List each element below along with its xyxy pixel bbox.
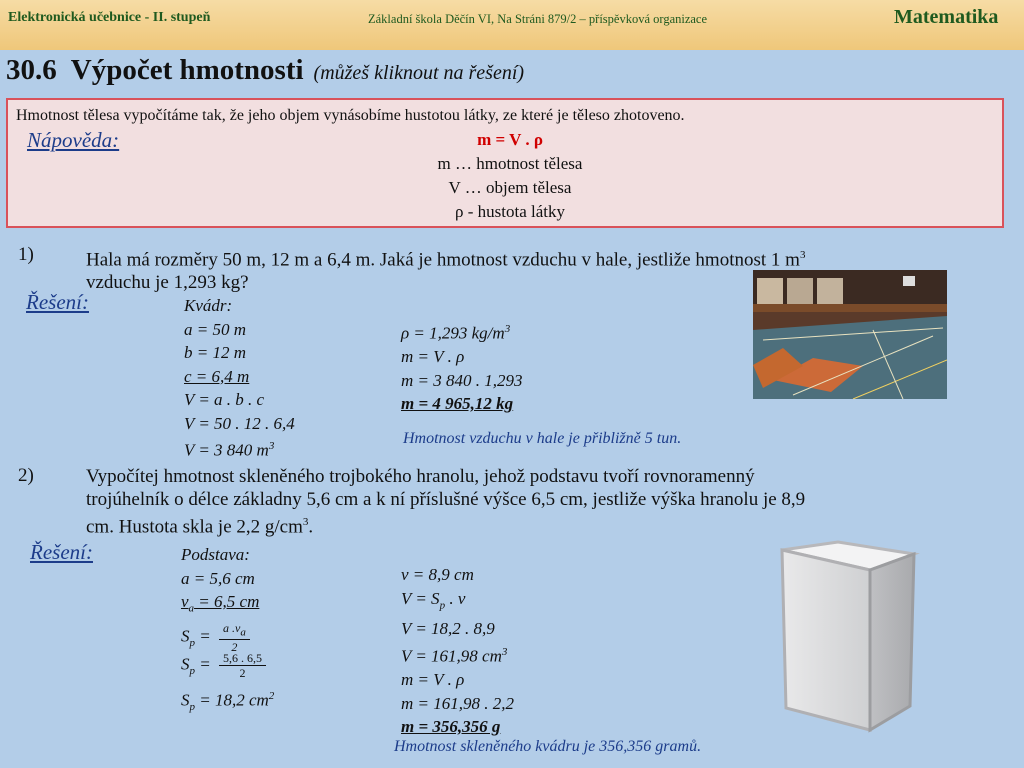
header-school-text: Základní škola Děčín VI, Na Stráni 879/2 – příspěvková organizace bbox=[368, 12, 708, 26]
p2-va-rest: = 6,5 cm bbox=[194, 592, 260, 611]
hint-formula: m = V . ρ bbox=[477, 130, 543, 149]
p2-sp-sub: p bbox=[189, 700, 195, 713]
p2-sp-result-rest: = 18,2 cm bbox=[195, 690, 269, 710]
p2-frac1-num bbox=[219, 621, 250, 640]
p2-line3: V = 18,2 . 8,9 bbox=[401, 619, 495, 639]
p2-line5: m = V . ρ bbox=[401, 670, 465, 690]
p2-sp-sub: p bbox=[189, 664, 195, 677]
problem1-number: 1) bbox=[18, 244, 34, 265]
header-left-text: Elektronická učebnice - II. stupeň bbox=[8, 10, 211, 25]
p2-fraction-formula bbox=[219, 621, 250, 654]
p2-va-prefix: v bbox=[181, 592, 189, 611]
hint-line-volume: V … objem tělesa bbox=[448, 178, 572, 197]
p2-V-formula bbox=[401, 587, 514, 618]
title-number: 30.6 bbox=[6, 54, 57, 86]
problem2-text bbox=[86, 465, 986, 538]
hint-line-mass: m … hmotnost tělesa bbox=[437, 154, 583, 173]
problem2-text-3: cm. Hustota skla je 2,2 g/cm bbox=[86, 516, 303, 538]
p2-sp-result-sup: 2 bbox=[268, 689, 275, 702]
p2-sp-result bbox=[181, 685, 274, 720]
p1-density-sup: 3 bbox=[504, 323, 511, 335]
problem2-note: Hmotnost skleněného kvádru je 356,356 gramů. bbox=[394, 738, 702, 755]
p2-va bbox=[181, 590, 274, 621]
p2-line4 bbox=[401, 641, 514, 668]
p2-frac1-num-sub: a bbox=[240, 626, 246, 639]
p2-V-sub: p bbox=[439, 598, 446, 611]
problem1-text-b: vzduchu je 1,293 kg? bbox=[86, 272, 249, 294]
problem2-text-line: Vypočítej hmotnost skleněného trojbokého hranolu, jehož podstavu tvoří rovnoramenný bbox=[86, 466, 755, 487]
problem2-solution-link[interactable]: Řešení: bbox=[30, 540, 93, 564]
p1-volume-text: V = 3 840 m bbox=[184, 440, 269, 460]
problem2-text-line bbox=[86, 511, 986, 538]
p2-V-rest: . v bbox=[445, 588, 466, 608]
header-subject: Matematika bbox=[894, 6, 999, 28]
p1-left-line: Kvádr: bbox=[184, 296, 233, 315]
p2-frac2-den: 2 bbox=[239, 665, 246, 680]
p2-sp-prefix: S bbox=[181, 654, 190, 674]
problem2-number: 2) bbox=[18, 465, 34, 486]
p2-sp-prefix: S bbox=[181, 690, 190, 710]
p1-result: m = 4 965,12 kg bbox=[401, 394, 514, 414]
p2-frac1-den: 2 bbox=[231, 640, 238, 655]
p2-sp-numeric bbox=[181, 651, 274, 685]
p2-line4-sup: 3 bbox=[501, 645, 508, 658]
problem1-note: Hmotnost vzduchu v hale je přibližně 5 tun. bbox=[403, 430, 682, 447]
p2-line6: m = 161,98 . 2,2 bbox=[401, 693, 514, 713]
p1-left-line-volume bbox=[184, 435, 295, 462]
problem2-text-3-sup: 3 bbox=[302, 516, 309, 528]
problem1-text-sup: 3 bbox=[799, 249, 806, 261]
p2-sp-formula bbox=[181, 620, 274, 655]
title-subtitle: (můžeš kliknout na řešení) bbox=[313, 62, 525, 84]
problem1-right-column bbox=[401, 318, 523, 416]
title-text: Výpočet hmotnosti bbox=[70, 54, 304, 86]
p2-podstava: Podstava: bbox=[181, 545, 250, 564]
problem2-left-column bbox=[181, 543, 274, 719]
p2-fraction-numeric bbox=[219, 651, 266, 680]
p1-right-line: m = 3 840 . 1,293 bbox=[401, 370, 523, 390]
page-title bbox=[6, 54, 524, 87]
p2-sp-sub: p bbox=[189, 636, 195, 649]
hint-line-density: ρ - hustota látky bbox=[455, 202, 565, 221]
p2-result: m = 356,356 g bbox=[401, 717, 501, 737]
problem2-right-column bbox=[401, 563, 514, 739]
hint-intro: Hmotnost tělesa vypočítáme tak, že jeho objem vynásobíme hustotou látky, ze které je těleso zhotoveno. bbox=[16, 107, 685, 124]
p1-density-text: ρ = 1,293 kg/m bbox=[401, 323, 505, 343]
problem2-text-3-end: . bbox=[308, 516, 314, 538]
p2-va-sub: a bbox=[188, 602, 195, 615]
p1-right-line: m = V . ρ bbox=[401, 347, 465, 367]
problem1-left-column bbox=[184, 294, 295, 462]
p2-sp-prefix: S bbox=[181, 626, 190, 646]
p1-left-line: a = 50 m bbox=[184, 319, 246, 339]
problem1-text-a: Hala má rozměry 50 m, 12 m a 6,4 m. Jaká je hmotnost vzduchu v hale, jestliže hmotnost 1 m bbox=[86, 249, 800, 271]
sports-hall-image bbox=[753, 270, 947, 399]
glass-prism-image bbox=[778, 540, 920, 736]
p2-sp-eq: = bbox=[195, 654, 211, 674]
p2-sp-eq: = bbox=[195, 626, 211, 646]
p2-line4-text: V = 161,98 cm bbox=[401, 646, 502, 666]
p2-frac1-num-text: a .v bbox=[222, 620, 241, 635]
problem1-solution-link[interactable]: Řešení: bbox=[26, 290, 89, 314]
p2-v: v = 8,9 cm bbox=[401, 565, 474, 584]
p1-density-line bbox=[401, 318, 523, 345]
p1-volume-sup: 3 bbox=[268, 440, 275, 452]
p2-V-prefix: V = S bbox=[401, 588, 440, 608]
hint-link[interactable]: Nápověda: bbox=[27, 128, 120, 152]
p1-left-line: V = a . b . c bbox=[184, 390, 265, 409]
p1-left-line: c = 6,4 m bbox=[184, 366, 250, 386]
p2-a: a = 5,6 cm bbox=[181, 568, 255, 588]
p1-left-line: b = 12 m bbox=[184, 343, 246, 362]
problem2-text-line: trojúhelník o délce základny 5,6 cm a k ní příslušné výšce 6,5 cm, jestliže výška hranolu je 8,9 bbox=[86, 489, 806, 510]
p1-left-line: V = 50 . 12 . 6,4 bbox=[184, 413, 295, 433]
p2-frac2-num: 5,6 . 6,5 bbox=[219, 651, 266, 666]
